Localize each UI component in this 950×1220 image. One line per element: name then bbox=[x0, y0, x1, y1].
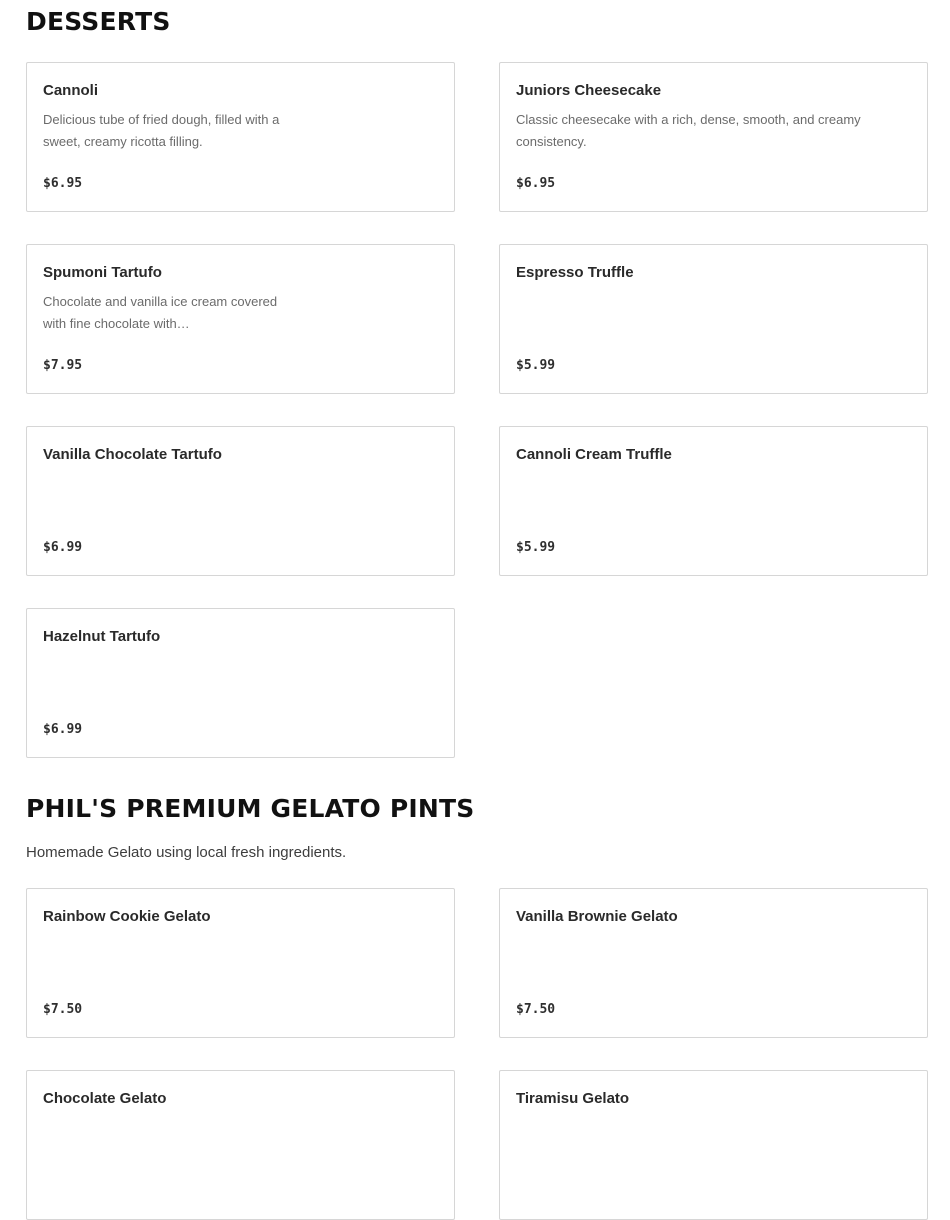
menu-item-price: $7.95 bbox=[43, 358, 83, 373]
menu-item-card-spumoni-tartufo[interactable] bbox=[26, 244, 455, 394]
menu-item-name: Tiramisu Gelato bbox=[516, 1090, 630, 1107]
menu-item-name: Chocolate Gelato bbox=[43, 1090, 167, 1107]
menu-item-description: Chocolate and vanilla ice cream covered with fine chocolate with… bbox=[43, 294, 278, 331]
menu-item-price: $7.50 bbox=[516, 1002, 556, 1017]
menu-item-price: $6.99 bbox=[43, 722, 83, 737]
menu-item-name: Espresso Truffle bbox=[516, 264, 634, 281]
gelato-grid bbox=[26, 888, 928, 1220]
menu-item-card-hazelnut-tartufo[interactable] bbox=[26, 608, 455, 758]
menu-item-card-chocolate-gelato[interactable] bbox=[26, 1070, 455, 1220]
menu-item-card-cannoli[interactable] bbox=[26, 62, 455, 212]
menu-item-name: Hazelnut Tartufo bbox=[43, 628, 161, 645]
menu-item-card-espresso-truffle[interactable] bbox=[499, 244, 928, 394]
desserts-grid bbox=[26, 62, 928, 758]
menu-item-price: $6.95 bbox=[43, 176, 83, 191]
section-title-desserts: DESSERTS bbox=[26, 7, 171, 36]
menu-item-description: Delicious tube of fried dough, filled with a sweet, creamy ricotta filling. bbox=[43, 112, 280, 149]
menu-item-card-tiramisu-gelato[interactable] bbox=[499, 1070, 928, 1220]
section-description-gelato: Homemade Gelato using local fresh ingredients. bbox=[26, 844, 347, 861]
menu-item-description: Classic cheesecake with a rich, dense, smooth, and creamy consistency. bbox=[516, 112, 861, 149]
menu-item-name: Cannoli Cream Truffle bbox=[516, 446, 672, 463]
menu-item-name: Juniors Cheesecake bbox=[516, 82, 662, 99]
menu-item-price: $5.99 bbox=[516, 358, 556, 373]
menu-item-name: Spumoni Tartufo bbox=[43, 264, 162, 281]
menu-item-price: $5.99 bbox=[516, 540, 556, 555]
menu-item-name: Rainbow Cookie Gelato bbox=[43, 908, 211, 925]
menu-item-name: Vanilla Chocolate Tartufo bbox=[43, 446, 222, 463]
menu-item-name: Cannoli bbox=[43, 82, 98, 99]
menu-item-card-rainbow-cookie-gelato[interactable] bbox=[26, 888, 455, 1038]
section-title-gelato: PHIL'S PREMIUM GELATO PINTS bbox=[26, 794, 475, 823]
menu-item-price: $6.99 bbox=[43, 540, 83, 555]
menu-item-price: $6.95 bbox=[516, 176, 556, 191]
menu-page bbox=[26, 0, 928, 1220]
menu-item-price: $7.50 bbox=[43, 1002, 83, 1017]
menu-item-card-vanilla-brownie-gelato[interactable] bbox=[499, 888, 928, 1038]
menu-item-card-cannoli-cream-truffle[interactable] bbox=[499, 426, 928, 576]
menu-item-card-vanilla-chocolate-tartufo[interactable] bbox=[26, 426, 455, 576]
menu-item-card-juniors-cheesecake[interactable] bbox=[499, 62, 928, 212]
menu-item-name: Vanilla Brownie Gelato bbox=[516, 908, 678, 925]
